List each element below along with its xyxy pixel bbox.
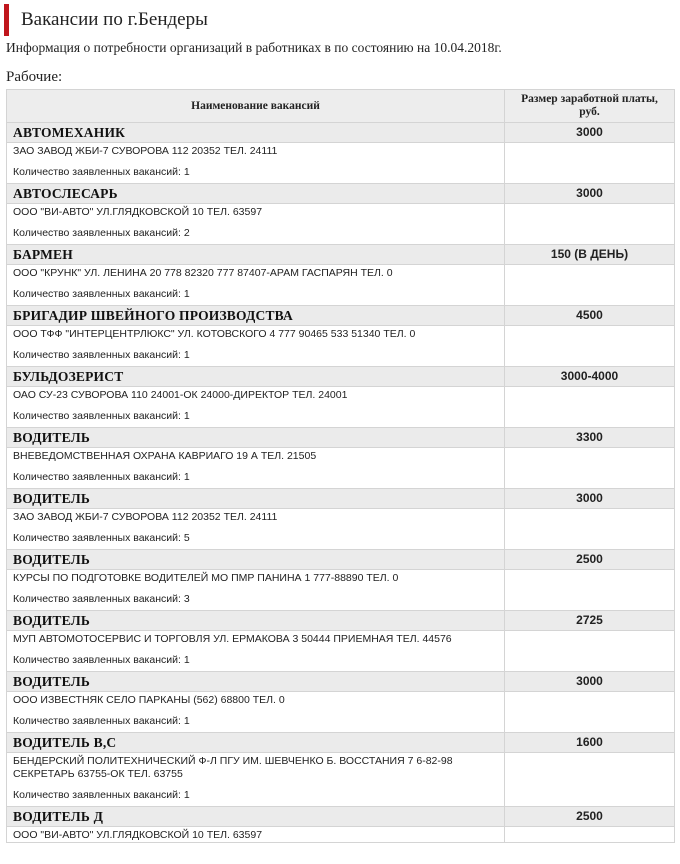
vacancy-title-row	[7, 184, 675, 204]
header-salary: Размер заработной платы, руб.	[505, 90, 675, 123]
vacancy-organization: ОАО СУ-23 СУВОРОВА 110 24001-ОК 24000-ДИРЕКТОР ТЕЛ. 24001	[13, 389, 348, 401]
vacancy-salary: 3000	[505, 123, 675, 143]
vacancy-details-row	[7, 387, 675, 428]
vacancy-title-row	[7, 672, 675, 692]
vacancy-salary: 3000-4000	[505, 367, 675, 387]
vacancy-name: БУЛЬДОЗЕРИСТ	[7, 367, 505, 387]
vacancy-details	[7, 827, 505, 843]
vacancy-count: Количество заявленных вакансий: 1	[13, 654, 190, 666]
vacancy-organization: ООО "ВИ-АВТО" УЛ.ГЛЯДКОВСКОЙ 10 ТЕЛ. 63597	[13, 206, 263, 218]
vacancy-name: БАРМЕН	[7, 245, 505, 265]
vacancy-organization: ООО ИЗВЕСТНЯК СЕЛО ПАРКАНЫ (562) 68800 ТЕЛ. 0	[13, 694, 285, 706]
vacancy-salary-empty	[505, 692, 675, 733]
vacancy-details-row	[7, 692, 675, 733]
vacancy-details	[7, 448, 505, 489]
vacancy-organization: МУП АВТОМОТОСЕРВИС И ТОРГОВЛЯ УЛ. ЕРМАКОВА 3 50444 ПРИЕМНАЯ ТЕЛ. 44576	[13, 633, 452, 645]
vacancy-details-row	[7, 570, 675, 611]
vacancy-salary: 4500	[505, 306, 675, 326]
vacancy-details-row	[7, 204, 675, 245]
vacancy-details	[7, 753, 505, 807]
vacancy-count: Количество заявленных вакансий: 1	[13, 166, 190, 178]
header-vacancy-name: Наименование вакансий	[7, 90, 505, 123]
vacancy-name: АВТОМЕХАНИК	[7, 123, 505, 143]
vacancy-name: БРИГАДИР ШВЕЙНОГО ПРОИЗВОДСТВА	[7, 306, 505, 326]
vacancy-salary-empty	[505, 387, 675, 428]
vacancy-details	[7, 265, 505, 306]
vacancy-salary-empty	[505, 326, 675, 367]
vacancy-salary: 3000	[505, 489, 675, 509]
vacancy-title-row	[7, 245, 675, 265]
vacancy-title-row	[7, 123, 675, 143]
vacancy-details	[7, 387, 505, 428]
vacancy-details	[7, 143, 505, 184]
vacancy-salary-empty	[505, 265, 675, 306]
vacancy-salary: 1600	[505, 733, 675, 753]
vacancy-count: Количество заявленных вакансий: 5	[13, 532, 190, 544]
vacancy-name: ВОДИТЕЛЬ	[7, 550, 505, 570]
vacancy-salary-empty	[505, 753, 675, 807]
vacancy-count: Количество заявленных вакансий: 1	[13, 471, 190, 483]
vacancy-organization: ООО ТФФ "ИНТЕРЦЕНТРЛЮКС" УЛ. КОТОВСКОГО 4 777 90465 533 51340 ТЕЛ. 0	[13, 328, 416, 340]
vacancy-name: ВОДИТЕЛЬ	[7, 611, 505, 631]
vacancy-count: Количество заявленных вакансий: 1	[13, 349, 190, 361]
vacancy-salary: 3000	[505, 672, 675, 692]
vacancy-title-row	[7, 428, 675, 448]
section-heading: Рабочие:	[6, 69, 63, 85]
vacancy-details-row	[7, 827, 675, 843]
vacancy-salary-empty	[505, 448, 675, 489]
vacancy-salary-empty	[505, 509, 675, 550]
info-text: Информация о потребности организаций в работниках в по состоянию на 10.04.2018г.	[6, 40, 502, 55]
vacancy-name: ВОДИТЕЛЬ Д	[7, 807, 505, 827]
vacancy-organization: ВНЕВЕДОМСТВЕННАЯ ОХРАНА КАВРИАГО 19 А ТЕЛ. 21505	[13, 450, 317, 462]
vacancy-details	[7, 509, 505, 550]
vacancy-title-row	[7, 807, 675, 827]
vacancy-details-row	[7, 509, 675, 550]
table-header-row	[7, 90, 675, 123]
vacancy-salary-empty	[505, 631, 675, 672]
vacancy-salary-empty	[505, 143, 675, 184]
vacancy-count: Количество заявленных вакансий: 2	[13, 227, 190, 239]
vacancy-details	[7, 204, 505, 245]
vacancy-details	[7, 692, 505, 733]
vacancy-title-row	[7, 489, 675, 509]
vacancy-details	[7, 570, 505, 611]
vacancy-count: Количество заявленных вакансий: 1	[13, 288, 190, 300]
vacancy-title-row	[7, 306, 675, 326]
vacancy-details	[7, 326, 505, 367]
vacancy-salary: 3300	[505, 428, 675, 448]
page-title: Вакансии по г.Бендеры	[4, 4, 676, 36]
vacancy-name: ВОДИТЕЛЬ	[7, 489, 505, 509]
vacancy-details	[7, 631, 505, 672]
vacancy-salary: 150 (В ДЕНЬ)	[505, 245, 675, 265]
vacancy-name: АВТОСЛЕСАРЬ	[7, 184, 505, 204]
vacancy-details-row	[7, 448, 675, 489]
vacancy-salary-empty	[505, 204, 675, 245]
vacancy-details-row	[7, 326, 675, 367]
vacancy-title-row	[7, 611, 675, 631]
vacancy-salary: 2500	[505, 807, 675, 827]
vacancy-name: ВОДИТЕЛЬ	[7, 672, 505, 692]
vacancies-table	[6, 89, 675, 843]
vacancy-organization: ООО "КРУНК" УЛ. ЛЕНИНА 20 778 82320 777 87407-АРАМ ГАСПАРЯН ТЕЛ. 0	[13, 267, 393, 279]
vacancy-title-row	[7, 367, 675, 387]
vacancy-salary: 2725	[505, 611, 675, 631]
vacancy-organization: КУРСЫ ПО ПОДГОТОВКЕ ВОДИТЕЛЕЙ МО ПМР ПАНИНА 1 777-88890 ТЕЛ. 0	[13, 572, 399, 584]
vacancy-organization: ЗАО ЗАВОД ЖБИ-7 СУВОРОВА 112 20352 ТЕЛ. 24111	[13, 511, 278, 523]
vacancy-title-row	[7, 550, 675, 570]
vacancy-salary: 2500	[505, 550, 675, 570]
vacancies-list	[7, 123, 675, 843]
vacancy-salary-empty	[505, 570, 675, 611]
vacancy-count: Количество заявленных вакансий: 1	[13, 789, 190, 801]
vacancy-organization: ООО "ВИ-АВТО" УЛ.ГЛЯДКОВСКОЙ 10 ТЕЛ. 63597	[13, 829, 263, 841]
vacancy-salary: 3000	[505, 184, 675, 204]
vacancy-salary-empty	[505, 827, 675, 843]
vacancy-details-row	[7, 265, 675, 306]
vacancy-count: Количество заявленных вакансий: 1	[13, 715, 190, 727]
vacancy-name: ВОДИТЕЛЬ В,С	[7, 733, 505, 753]
vacancy-details-row	[7, 143, 675, 184]
vacancy-count: Количество заявленных вакансий: 3	[13, 593, 190, 605]
vacancy-details-row	[7, 631, 675, 672]
vacancy-name: ВОДИТЕЛЬ	[7, 428, 505, 448]
vacancy-organization: БЕНДЕРСКИЙ ПОЛИТЕХНИЧЕСКИЙ Ф-Л ПГУ ИМ. ШЕВЧЕНКО Б. ВОССТАНИЯ 7 6-82-98 СЕКРЕТАРЬ 63755-ОК ТЕЛ. 63755	[13, 755, 453, 780]
vacancy-title-row	[7, 733, 675, 753]
vacancy-details-row	[7, 753, 675, 807]
vacancy-organization: ЗАО ЗАВОД ЖБИ-7 СУВОРОВА 112 20352 ТЕЛ. 24111	[13, 145, 278, 157]
vacancy-count: Количество заявленных вакансий: 1	[13, 410, 190, 422]
